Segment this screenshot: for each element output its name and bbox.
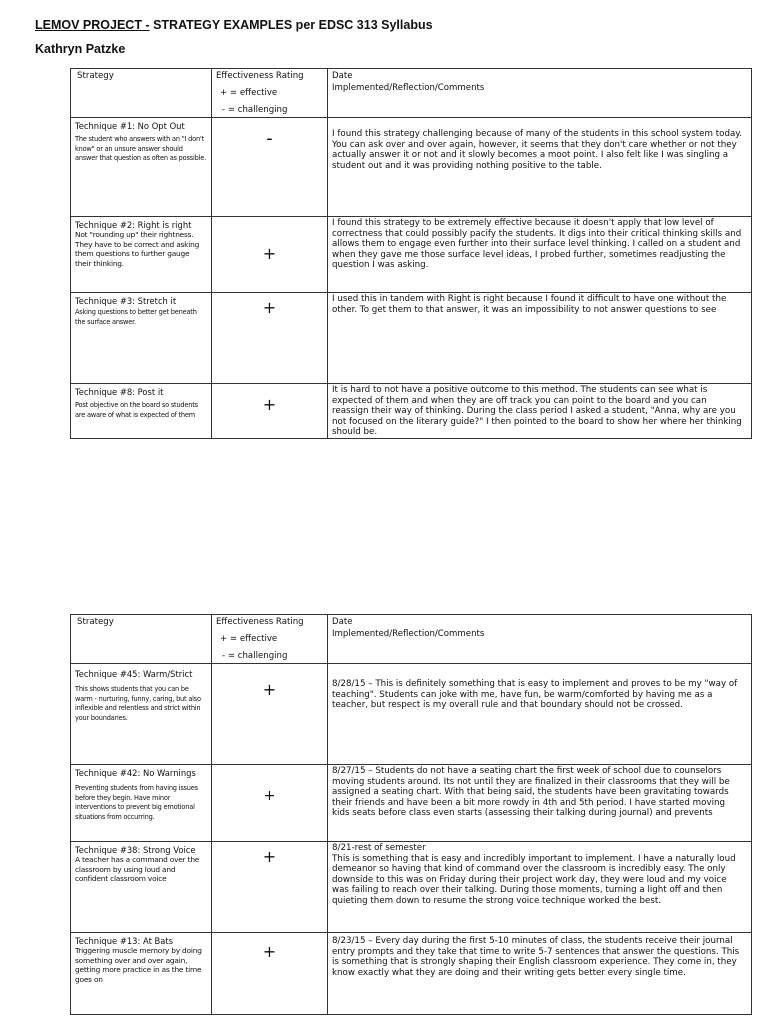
comments-header: Date Implemented/Reflection/Comments bbox=[328, 615, 752, 664]
strategy-cell bbox=[71, 118, 212, 217]
technique-description: Post objective on the board so students are aware of what is expected of them bbox=[75, 401, 198, 419]
table-row bbox=[71, 933, 752, 1015]
table-header-row bbox=[71, 69, 752, 118]
table-row bbox=[71, 664, 752, 765]
comment-text: I used this in tandem with Right is right because I found it difficult to have one without the other. To get them to that answer, it was an impossibility to not answer questions to see bbox=[332, 294, 727, 315]
table-row bbox=[71, 118, 752, 217]
strategy-cell bbox=[71, 664, 212, 765]
table-header-row bbox=[71, 615, 752, 664]
rating-cell bbox=[212, 933, 328, 1015]
comment-text: I found this strategy challenging because of many of the students in this school system today. You can ask over and over again, however, it seems that they don't care whether or not they actually answer it or not and it slowly becomes a moot point. I also felt like I was singling a student out and it was providing nothing positive to the table. bbox=[332, 129, 742, 171]
strategy-cell bbox=[71, 217, 212, 293]
rating-mark: + bbox=[263, 788, 276, 804]
strategy-table-2 bbox=[70, 614, 752, 1015]
table-row bbox=[71, 384, 752, 439]
rating-cell bbox=[212, 842, 328, 933]
rating-mark: + bbox=[262, 680, 277, 699]
technique-name: Technique #3: Stretch it bbox=[75, 296, 177, 306]
table-row bbox=[71, 217, 752, 293]
comment-cell bbox=[328, 293, 752, 384]
technique-name: Technique #45: Warm/Strict bbox=[75, 669, 193, 679]
comments-header: Date Implemented/Reflection/Comments bbox=[328, 69, 752, 118]
rating-cell bbox=[212, 664, 328, 765]
comment-text: This is something that is easy and incredibly important to implement. I have a naturally loud demeanor so having that kind of command over the classroom is incredibly easy. The only downside to this was on Friday during their project work day, they were loud and my voice was failing to reach over their talking. During those moments, turning a light off and then quieting them down to resume the strong voice technique worked the best. bbox=[332, 853, 736, 906]
strategy-cell bbox=[71, 384, 212, 439]
rating-mark: - bbox=[266, 128, 273, 149]
technique-description: Preventing students from having issues before they begin. Have minor interventions to prevent big emotional situations from occurring. bbox=[75, 784, 198, 821]
rating-header: Effectiveness Rating + = effective - = challenging bbox=[212, 69, 328, 118]
comment-text: 8/27/15 – Students do not have a seating chart the first week of school due to counselors moving students around. Its not until they are finalized in their classrooms that they will be assigned a seating chart. With that being said, the students have been gravitating towards their friends and have been a bit more rowdy in 4th and 5th period. I have started moving kids seats before class even starts (assessing their talking during journal) and prevents bbox=[332, 766, 730, 819]
comment-cell bbox=[328, 933, 752, 1015]
comment-text: 8/23/15 – Every day during the first 5-10 minutes of class, the students receive their journal entry prompts and they take that time to write 5-7 sentences that answer the questions. This is something that is strongly shaping their English classroom experience. They come in, they know exactly what they are doing and their writing gets better every single time. bbox=[332, 936, 740, 978]
strategy-header: Strategy bbox=[71, 69, 212, 118]
technique-name: Technique #8: Post it bbox=[75, 387, 164, 397]
comment-cell bbox=[328, 765, 752, 842]
technique-description: The student who answers with an "I don't know" or an unsure answer should answer that question as often as possible. bbox=[75, 135, 206, 163]
document-title bbox=[35, 18, 433, 32]
rating-mark: + bbox=[262, 244, 277, 263]
project-label: LEMOV PROJECT - bbox=[35, 18, 150, 32]
rating-mark: + bbox=[262, 298, 277, 317]
comment-text: 8/28/15 – This is definitely something that is easy to implement and proves to be my "way of teaching". Students can joke with me, have fun, be warm/comforted by having me as a teacher, but respect is my overall rule and that boundary should not be crossed. bbox=[332, 679, 738, 711]
rating-header: Effectiveness Rating + = effective - = challenging bbox=[212, 615, 328, 664]
rating-cell bbox=[212, 765, 328, 842]
comment-cell bbox=[328, 118, 752, 217]
technique-name: Technique #2: Right is right bbox=[75, 220, 192, 230]
table-row bbox=[71, 842, 752, 933]
rating-cell bbox=[212, 118, 328, 217]
technique-name: Technique #42: No Warnings bbox=[75, 768, 196, 778]
technique-name: Technique #1: No Opt Out bbox=[75, 121, 185, 131]
comment-cell bbox=[328, 384, 752, 439]
rating-cell bbox=[212, 293, 328, 384]
rating-mark: + bbox=[262, 847, 277, 866]
comment-text: It is hard to not have a positive outcome to this method. The students can see what is expected of them and when they are off track you can point to the board and you can reassign their way of thinking. During the class period I asked a student, "Anna, why are you not focused on the literary guide?" I then pointed to the board to show her where her thinking should be. bbox=[332, 385, 742, 438]
rating-cell bbox=[212, 384, 328, 439]
comment-date: 8/21-rest of semester bbox=[332, 843, 426, 853]
author-name: Kathryn Patzke bbox=[35, 42, 126, 56]
technique-name: Technique #38: Strong Voice bbox=[75, 845, 196, 855]
rating-mark: + bbox=[262, 942, 277, 961]
technique-name: Technique #13: At Bats bbox=[75, 936, 174, 946]
technique-description: Triggering muscle memory by doing something over and over again, getting more practice in as the time goes on bbox=[75, 946, 202, 984]
comment-cell bbox=[328, 664, 752, 765]
technique-description: Not "rounding up" their rightness. They have to be correct and asking them questions to further gauge their thinking. bbox=[75, 230, 200, 268]
strategy-header: Strategy bbox=[71, 615, 212, 664]
table-row bbox=[71, 765, 752, 842]
technique-description: Asking questions to better get beneath the surface answer. bbox=[75, 308, 197, 326]
title-rest: STRATEGY EXAMPLES per EDSC 313 Syllabus bbox=[149, 18, 433, 32]
technique-description: A teacher has a command over the classroom by using loud and confident classroom voice bbox=[75, 855, 200, 884]
comment-cell bbox=[328, 217, 752, 293]
table-row bbox=[71, 293, 752, 384]
strategy-cell bbox=[71, 293, 212, 384]
strategy-cell bbox=[71, 842, 212, 933]
rating-cell bbox=[212, 217, 328, 293]
strategy-table-1 bbox=[70, 68, 752, 439]
technique-description: This shows students that you can be warm - nurturing, funny, caring, but also inflexible and relentless and strict within your boundaries. bbox=[75, 685, 201, 722]
rating-mark: + bbox=[262, 395, 277, 414]
strategy-cell bbox=[71, 933, 212, 1015]
strategy-cell bbox=[71, 765, 212, 842]
comment-text: I found this strategy to be extremely effective because it doesn't apply that low level of correctness that could possibly pacify the students. It digs into their critical thinking skills and allows them to engage even further into their surface level thinking. I called on a student and when they gave me those surface level ideas, I probed further, sometimes readjusting the question I was asking. bbox=[332, 218, 742, 271]
comment-cell bbox=[328, 842, 752, 933]
